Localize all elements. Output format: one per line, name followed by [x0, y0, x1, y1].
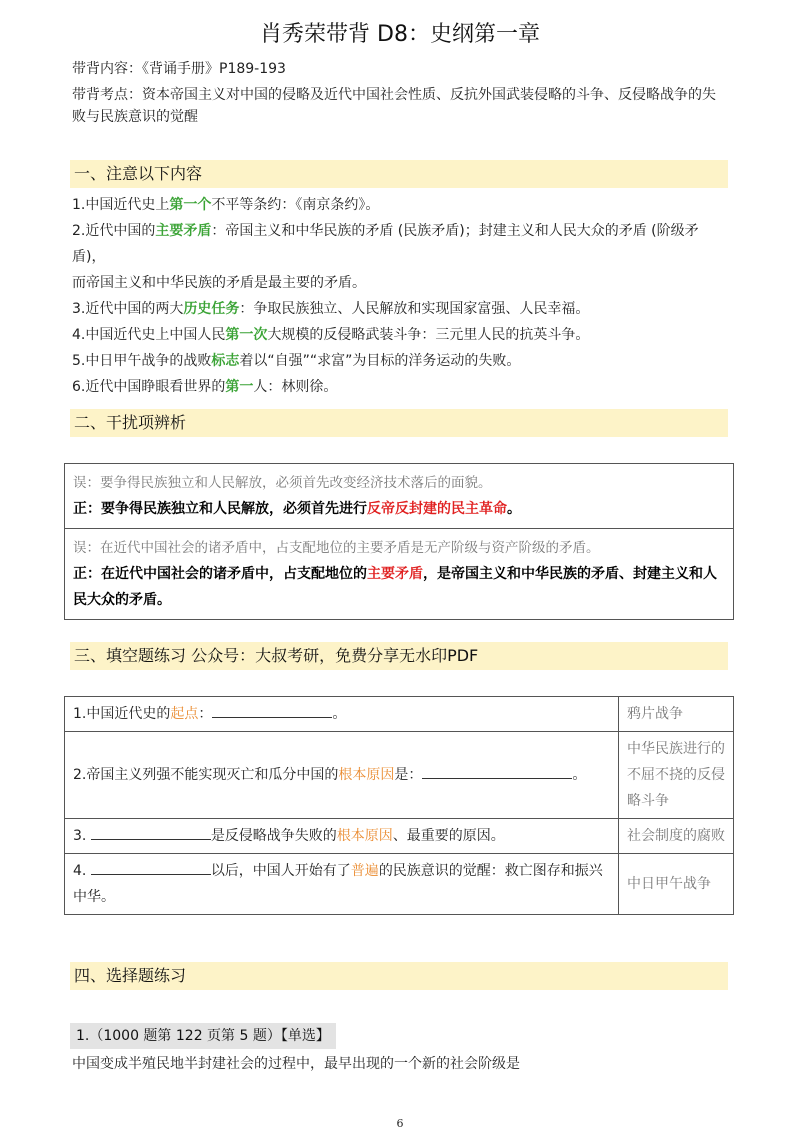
question-text: 、最重要的原因。 — [392, 828, 505, 844]
content-value: 《背诵手册》P189-193 — [142, 61, 286, 77]
item-text: 4.中国近代史上中国人民 — [72, 327, 226, 343]
question-text: 以后，中国人开始有了 — [210, 863, 351, 879]
correct-statement — [73, 496, 725, 522]
correct-text: 正：在近代中国社会的诸矛盾中，占支配地位的 — [73, 566, 367, 582]
table-row — [65, 854, 734, 915]
item-highlight: 标志 — [211, 353, 240, 369]
question-text: 是反侵略战争失败的 — [210, 828, 337, 844]
page-number: 6 — [396, 1117, 404, 1130]
item-text: 而帝国主义和中华民族的矛盾是最主要的矛盾。 — [72, 275, 366, 291]
table-row — [65, 732, 734, 819]
question-cell — [65, 732, 619, 819]
correct-text: 正：要争得民族独立和人民解放，必须首先进行 — [73, 501, 367, 517]
item-text: 人：林则徐。 — [253, 379, 338, 395]
points-value-1: 资本帝国主义对中国的侵略及近代中国社会性质、反抗外国武装侵略的斗争、反侵略战争的失 — [142, 87, 716, 103]
item-highlight: 第一 — [225, 379, 254, 395]
wrong-statement: 误：在近代中国社会的诸矛盾中，占支配地位的主要矛盾是无产阶级与资产阶级的矛盾。 — [73, 540, 600, 556]
content-range — [72, 58, 286, 80]
item-text: 1.中国近代史上 — [72, 197, 170, 213]
question-text: 1.中国近代史的 — [73, 706, 171, 722]
question-text: 是： — [394, 767, 423, 783]
question-highlight: 根本原因 — [336, 828, 393, 844]
question-text: 中华。 — [73, 889, 115, 905]
points-label: 带背考点： — [72, 87, 142, 103]
item-text: 2.近代中国的 — [72, 223, 156, 239]
list-item — [72, 218, 732, 296]
answer-cell: 鸦片战争 — [619, 697, 734, 732]
comparison-block — [65, 464, 733, 528]
item-highlight: 第一个 — [169, 197, 212, 213]
item-highlight: 第一次 — [225, 327, 268, 343]
correct-highlight: 主要矛盾 — [367, 566, 423, 582]
comparison-block — [65, 528, 733, 619]
item-text: 3.近代中国的两大 — [72, 301, 184, 317]
points-value-2: 败与民族意识的觉醒 — [72, 109, 198, 125]
correct-text: 民大众的矛盾。 — [73, 592, 171, 608]
question-text: 4. — [73, 863, 91, 879]
question-label: 1.（1000 题第 122 页第 5 题）【单选】 — [70, 1023, 336, 1049]
attention-list — [72, 192, 732, 400]
table-row — [65, 819, 734, 854]
item-text: 着以“自强”“求富”为目标的洋务运动的失败。 — [239, 353, 521, 369]
list-item — [72, 322, 732, 348]
content-label: 带背内容： — [72, 61, 142, 77]
question-cell — [65, 819, 619, 854]
answer-blank[interactable] — [91, 823, 211, 840]
distractor-comparison-box — [64, 463, 734, 620]
correct-statement — [73, 561, 725, 613]
question-text: 2.帝国主义列强不能实现灭亡和瓜分中国的 — [73, 767, 339, 783]
correct-highlight: 反帝反封建的民主革命 — [367, 501, 507, 517]
answer-blank[interactable] — [91, 858, 211, 875]
list-item — [72, 374, 732, 400]
question-text: 。 — [572, 767, 587, 783]
question-text: ： — [198, 706, 213, 722]
list-item — [72, 296, 732, 322]
question-text: 。 — [332, 706, 347, 722]
question-highlight: 根本原因 — [338, 767, 395, 783]
question-highlight: 普遍 — [350, 863, 379, 879]
table-row — [65, 697, 734, 732]
question-cell — [65, 697, 619, 732]
item-text: 6.近代中国睁眼看世界的 — [72, 379, 226, 395]
item-text: 5.中日甲午战争的战败 — [72, 353, 212, 369]
section-heading-4: 四、选择题练习 — [70, 962, 728, 990]
answer-blank[interactable] — [212, 701, 332, 718]
answer-blank[interactable] — [422, 762, 572, 779]
fill-blank-table — [64, 696, 734, 915]
section-heading-3: 三、填空题练习 公众号：大叔考研，免费分享无水印PDF — [70, 642, 728, 670]
wrong-statement: 误：要争得民族独立和人民解放，必须首先改变经济技术落后的面貌。 — [73, 475, 492, 491]
section-heading-1: 一、注意以下内容 — [70, 160, 728, 188]
page-title: 肖秀荣带背 D8：史纲第一章 — [260, 22, 540, 47]
exam-points — [72, 84, 732, 128]
question-highlight: 起点 — [170, 706, 199, 722]
list-item — [72, 348, 732, 374]
question-text: 中国变成半殖民地半封建社会的过程中，最早出现的一个新的社会阶级是 — [72, 1056, 520, 1072]
item-text: ：争取民族独立、人民解放和实现国家富强、人民幸福。 — [239, 301, 590, 317]
question-text: 的民族意识的觉醒：救亡图存和振兴 — [378, 863, 603, 879]
list-item — [72, 192, 732, 218]
section-heading-2: 二、干扰项辨析 — [70, 409, 728, 437]
question-text: 3. — [73, 828, 91, 844]
item-text: ：帝国主义和中华民族的矛盾 (民族矛盾)；封建主义和人民大众的矛盾 (阶级矛盾)， — [72, 223, 699, 265]
correct-text: ，是帝国主义和中华民族的矛盾、封建主义和人 — [423, 566, 717, 582]
answer-cell: 社会制度的腐败 — [619, 819, 734, 854]
question-cell — [65, 854, 619, 915]
answer-cell: 中日甲午战争 — [619, 854, 734, 915]
item-highlight: 主要矛盾 — [155, 223, 212, 239]
item-text: 大规模的反侵略武装斗争：三元里人民的抗英斗争。 — [267, 327, 590, 343]
answer-cell: 中华民族进行的不屈不挠的反侵略斗争 — [619, 732, 734, 819]
item-text: 不平等条约：《南京条约》。 — [211, 197, 380, 213]
item-highlight: 历史任务 — [183, 301, 240, 317]
correct-text: 。 — [507, 501, 521, 517]
